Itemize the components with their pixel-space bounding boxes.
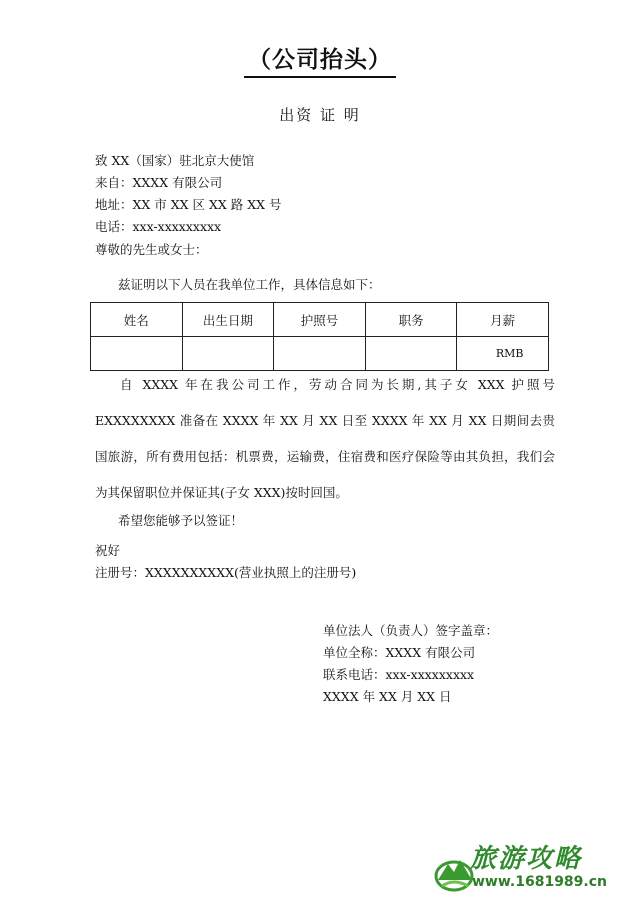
- cell-salary: RMB: [457, 337, 549, 371]
- table-row: [91, 337, 549, 371]
- phone-line: 电话：xxx-xxxxxxxxx: [95, 219, 222, 234]
- signature-company: 单位全称：XXXX 有限公司: [323, 645, 476, 660]
- employee-info-table: [90, 302, 549, 371]
- body-paragraph: 自 XXXX 年在我公司工作，劳动合同为长期,其子女 XXX 护照号 EXXXXXXXX 准备在 XXXX 年 XX 月 XX 日至 XXXX 年 XX 月 XX 日期间去贵国旅游，所有费用包括：机票费，运输费，住宿费和医疗保险等由其负担，我们会为其保留职位并保证其(子女 XXX)按时回国。: [95, 377, 555, 500]
- header-position: 职务: [365, 303, 457, 337]
- cell-birthdate: [182, 337, 274, 371]
- hope-text: 希望您能够予以签证！: [118, 513, 244, 528]
- header-passport: 护照号: [274, 303, 366, 337]
- signature-date: XXXX 年 XX 月 XX 日: [323, 689, 452, 704]
- table-header-row: [91, 303, 549, 337]
- header-birthdate: 出生日期: [182, 303, 274, 337]
- regards-text: 祝好: [95, 543, 121, 558]
- cell-position: [365, 337, 457, 371]
- header-salary: 月薪: [457, 303, 549, 337]
- header-name: 姓名: [91, 303, 183, 337]
- document-title: 出资 证 明: [279, 106, 361, 124]
- intro-text: 兹证明以下人员在我单位工作，具体信息如下：: [118, 277, 381, 292]
- address-line: 地址：XX 市 XX 区 XX 路 XX 号: [95, 197, 282, 212]
- letterhead-text: （公司抬头）: [244, 46, 396, 78]
- cell-name: [91, 337, 183, 371]
- cell-passport: [274, 337, 366, 371]
- sender-line: 来自：XXXX 有限公司: [95, 175, 223, 190]
- signature-contact: 联系电话：xxx-xxxxxxxxx: [323, 667, 475, 682]
- recipient-line: 致 XX（国家）驻北京大使馆: [95, 153, 255, 168]
- letterhead: [0, 46, 640, 78]
- registration-number: 注册号：XXXXXXXXXX(营业执照上的注册号): [95, 565, 357, 580]
- watermark-brand: 旅游攻略: [470, 844, 583, 874]
- signature-signer: 单位法人（负责人）签字盖章：: [323, 623, 499, 638]
- watermark-url: www.1681989.cn: [472, 874, 607, 890]
- salutation: 尊敬的先生或女士：: [95, 242, 208, 257]
